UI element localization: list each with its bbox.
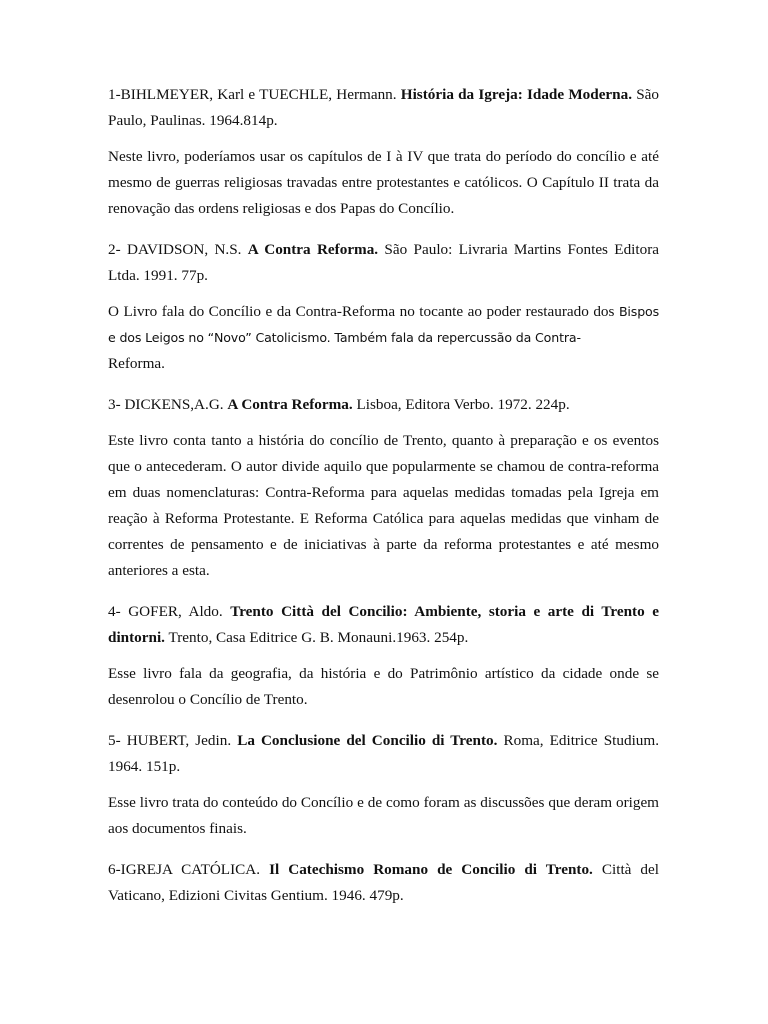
- description-text: O Livro fala do Concílio e da Contra-Reforma no tocante ao poder restaurado dos: [108, 303, 619, 320]
- reference-title: Trento Città del Concilio: Ambiente, storia e arte di Trento e dintorni.: [108, 603, 659, 646]
- reference-author: 5- HUBERT, Jedin.: [108, 732, 238, 749]
- reference-publication: São Paulo: Livraria Martins Fontes Editora Ltda. 1991. 77p.: [108, 241, 659, 284]
- description-3: Este livro conta tanto a história do concílio de Trento, quanto à preparação e os eventos que o antecederam. O autor divide aquilo que popularmente se chamou de contra-reforma em duas nomenclaturas: Contra-Reforma para aquelas medidas tomadas pela Igreja em reação à Reforma Protestante. E Reforma Católica para aquelas medidas que vinham de correntes de pensamento e de iniciativas à parte da reforma protestantes e até mesmo anteriores a esta.: [108, 432, 659, 579]
- reference-4: [108, 599, 659, 651]
- reference-publication: Città del Vaticano, Edizioni Civitas Gentium. 1946. 479p.: [108, 861, 659, 904]
- description-text: Reforma.: [108, 355, 165, 372]
- reference-1: [108, 82, 659, 134]
- reference-title: História da Igreja: Idade Moderna.: [400, 86, 633, 103]
- reference-publication: São Paulo, Paulinas. 1964.814p.: [108, 86, 659, 129]
- reference-title: La Conclusione del Concilio di Trento.: [237, 732, 498, 749]
- document-page: [108, 82, 659, 919]
- reference-author: 6-IGREJA CATÓLICA.: [108, 861, 270, 878]
- description-1: Neste livro, poderíamos usar os capítulos de I à IV que trata do período do concílio e até mesmo de guerras religiosas travadas entre protestantes e católicos. O Capítulo II trata da renovação das ordens religiosas e dos Papas do Concílio.: [108, 148, 659, 217]
- reference-author: 3- DICKENS,A.G.: [108, 396, 228, 413]
- description-text-sans: Bispos e dos Leigos no “Novo” Catolicismo. Também fala da repercussão da Contra-: [108, 304, 659, 345]
- reference-6: [108, 857, 659, 909]
- description-2: [108, 299, 659, 377]
- description-4: Esse livro fala da geografia, da história e do Patrimônio artístico da cidade onde se desenrolou o Concílio de Trento.: [108, 665, 659, 708]
- reference-3: [108, 392, 659, 418]
- reference-publication: Roma, Editrice Studium. 1964. 151p.: [108, 732, 660, 775]
- reference-publication: Lisboa, Editora Verbo. 1972. 224p.: [352, 396, 570, 413]
- reference-author: 1-BIHLMEYER, Karl e TUECHLE, Hermann.: [108, 86, 401, 103]
- reference-2: [108, 237, 659, 289]
- reference-title: A Contra Reforma.: [247, 241, 379, 258]
- description-5: Esse livro trata do conteúdo do Concílio e de como foram as discussões que deram origem aos documentos finais.: [108, 794, 659, 837]
- reference-title: Il Catechismo Romano de Concilio di Trento.: [269, 861, 593, 878]
- reference-author: 4- GOFER, Aldo.: [108, 603, 231, 620]
- reference-5: [108, 728, 659, 780]
- reference-title: A Contra Reforma.: [227, 396, 353, 413]
- reference-publication: Trento, Casa Editrice G. B. Monauni.1963. 254p.: [164, 629, 469, 646]
- reference-author: 2- DAVIDSON, N.S.: [108, 241, 248, 258]
